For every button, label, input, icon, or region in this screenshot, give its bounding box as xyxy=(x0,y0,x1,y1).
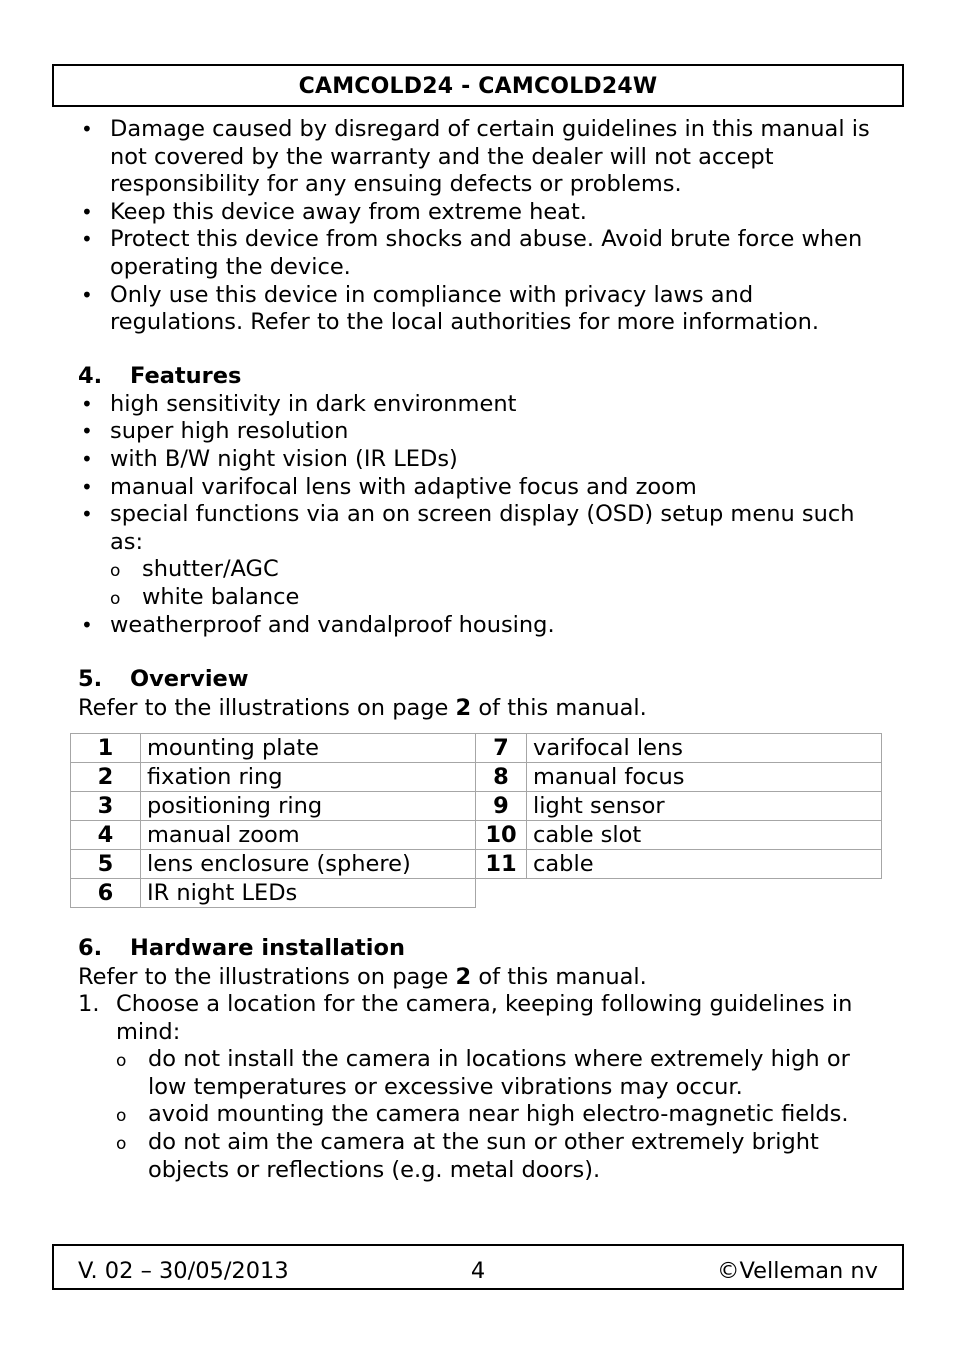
section-title: Features xyxy=(130,362,242,389)
step-number: 1. xyxy=(78,991,100,1018)
sublist-item: o white balance xyxy=(110,584,888,612)
document-title: CAMCOLD24 - CAMCOLD24W xyxy=(298,74,658,99)
list-item: • Keep this device away from extreme heat. xyxy=(78,199,888,227)
page-reference: 2 xyxy=(455,964,472,991)
section-number: 4. xyxy=(78,362,103,389)
sublist-item: o do not aim the camera at the sun or other extremely bright objects or reflections (e.g. metal doors). xyxy=(116,1129,888,1184)
list-item: • with B/W night vision (IR LEDs) xyxy=(78,446,888,474)
section-title: Overview xyxy=(130,666,249,693)
section-number: 5. xyxy=(78,666,103,693)
intro-text: of this manual. xyxy=(471,695,647,722)
features-list xyxy=(78,391,888,639)
step-item xyxy=(78,991,888,1184)
intro-text: of this manual. xyxy=(471,964,647,991)
table-cell-label: cable slot xyxy=(527,821,882,850)
list-item: • super high resolution xyxy=(78,418,888,446)
page-header xyxy=(52,64,904,107)
list-item: • high sensitivity in dark environment xyxy=(78,391,888,419)
table-cell-number: 1 xyxy=(71,734,141,763)
table-cell-label: varifocal lens xyxy=(527,734,882,763)
page-number: 4 xyxy=(470,1258,486,1284)
table-cell-number: 6 xyxy=(71,879,141,908)
list-item-text: special functions via an on screen display (OSD) setup menu such as: xyxy=(110,501,855,555)
table-cell-number: 10 xyxy=(476,821,527,850)
list-item: • Only use this device in compliance with privacy laws and regulations. Refer to the local authorities for more information. xyxy=(78,282,888,337)
table-cell-number: 9 xyxy=(476,792,527,821)
table-row xyxy=(71,821,882,850)
location-guidelines-sublist xyxy=(116,1046,888,1184)
section-heading-features xyxy=(78,361,888,391)
copyright: ©Velleman nv xyxy=(716,1258,878,1284)
table-cell-label: manual focus xyxy=(527,763,882,792)
step-text: Choose a location for the camera, keeping following guidelines in mind: xyxy=(116,991,853,1045)
table-cell-label: fixation ring xyxy=(141,763,476,792)
table-cell-label: manual zoom xyxy=(141,821,476,850)
intro-text: Refer to the illustrations on page xyxy=(78,964,456,991)
table-cell-label: positioning ring xyxy=(141,792,476,821)
page-content xyxy=(78,116,888,1184)
table-row xyxy=(71,734,882,763)
table-row xyxy=(71,763,882,792)
table-cell-number: 3 xyxy=(71,792,141,821)
overview-intro xyxy=(78,694,888,722)
section-heading-overview xyxy=(78,664,888,694)
table-cell-label: IR night LEDs xyxy=(141,879,476,908)
table-cell-number: 8 xyxy=(476,763,527,792)
table-cell-number: 4 xyxy=(71,821,141,850)
intro-text: Refer to the illustrations on page xyxy=(78,695,456,722)
list-item: • Protect this device from shocks and abuse. Avoid brute force when operating the device. xyxy=(78,226,888,281)
table-cell-number: 11 xyxy=(476,850,527,879)
table-cell-number: 2 xyxy=(71,763,141,792)
hardware-intro xyxy=(78,963,888,991)
list-item: • Damage caused by disregard of certain guidelines in this manual is not covered by the warranty and the dealer will not accept responsibility for any ensuing defects or problems. xyxy=(78,116,888,199)
osd-functions-sublist xyxy=(110,556,888,611)
table-row xyxy=(71,792,882,821)
table-cell-number: 7 xyxy=(476,734,527,763)
section-number: 6. xyxy=(78,935,103,962)
table-row xyxy=(71,879,882,908)
sublist-item: o shutter/AGC xyxy=(110,556,888,584)
table-cell-empty xyxy=(476,879,882,908)
table-cell-number: 5 xyxy=(71,850,141,879)
table-cell-label: mounting plate xyxy=(141,734,476,763)
sublist-item: o do not install the camera in locations where extremely high or low temperatures or excessive vibrations may occur. xyxy=(116,1046,888,1101)
list-item: • weatherproof and vandalproof housing. xyxy=(78,612,888,640)
list-item xyxy=(78,501,888,611)
section-title: Hardware installation xyxy=(130,935,405,962)
section-heading-hardware-installation xyxy=(78,933,888,963)
page-reference: 2 xyxy=(455,695,472,722)
table-cell-label: lens enclosure (sphere) xyxy=(141,850,476,879)
version-date: V. 02 – 30/05/2013 xyxy=(78,1258,289,1284)
overview-table xyxy=(70,733,882,908)
sublist-item: o avoid mounting the camera near high electro-magnetic fields. xyxy=(116,1101,888,1129)
page-footer xyxy=(52,1244,904,1290)
table-cell-label: cable xyxy=(527,850,882,879)
safety-bullet-list xyxy=(78,116,888,337)
table-row xyxy=(71,850,882,879)
installation-steps xyxy=(78,991,888,1184)
table-cell-label: light sensor xyxy=(527,792,882,821)
list-item: • manual varifocal lens with adaptive focus and zoom xyxy=(78,474,888,502)
